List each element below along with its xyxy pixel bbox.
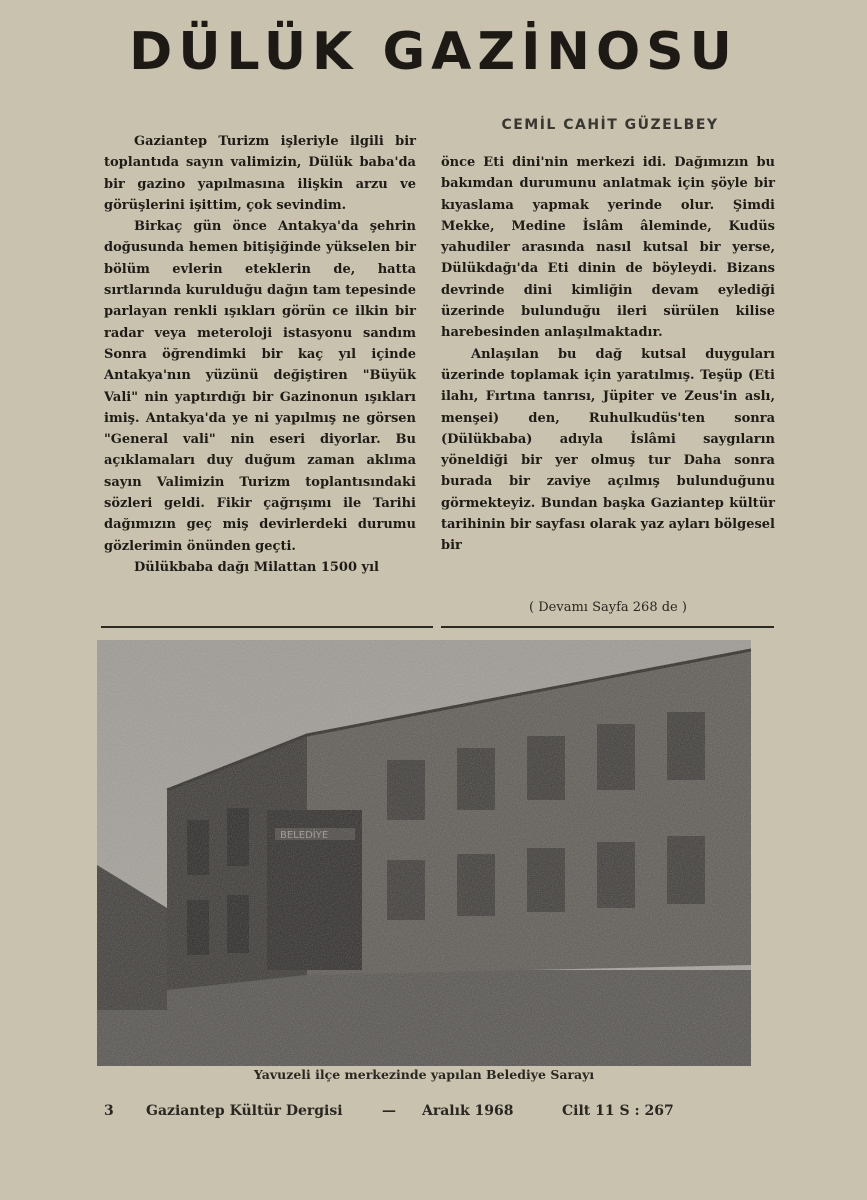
paragraph: önce Eti dini'nin merkezi idi. Dağımızın bu bakımdan durumunu anlatmak için şöyle bir kıyaslama yapmak yerinde olur. Şimdi Mekke, Medine İslâm âleminde, Kudüs yahudiler arasında nasıl kutsal bir yerse, Dülükdağı'da Eti dinin de böyleydi. Bizans devrinde dini kimliğin devam eylediği üzerinde bulunduğu ileri sürülen kilise harebesinden anlaşılmaktadır. (441, 155, 775, 341)
article-title: DÜLÜK GAZİNOSU (129, 22, 738, 82)
divider (441, 626, 774, 628)
divider (101, 626, 433, 628)
paragraph: Birkaç gün önce Antakya'da şehrin doğusunda hemen bitişiğinde yükselen bir bölüm evlerin eteklerin de, hatta sırtlarında kurulduğu dağın tam tepesinde parlayan renkli ışıkları görün ce ilkin bir radar veya meteroloji istasyonu sandım Sonra öğrendimki bir kaç yıl içinde Antakya'nın yüzünü değiştiren "Büyük Vali" nin yaptırdığı bir Gazinonun ışıkları imiş. Antakya'da ye ni yapılmış ne görsen "General vali" nin eseri diyorlar. Bu açıklamaları duy duğum zaman aklıma sayın Valimizin Turizm toplantısındaki sözleri geldi. Fikir çağrışımı ile Tarihi dağımızın geç miş devirlerdeki durumu gözlerimin önünden geçti. (104, 219, 416, 554)
page-number: 3 (104, 1103, 114, 1119)
paragraph: Dülükbaba dağı Milattan 1500 yıl (134, 559, 379, 575)
volume-number: Cilt 11 S : 267 (562, 1103, 674, 1119)
photo-caption: Yavuzeli ilçe merkezinde yapılan Belediye Sarayı (253, 1067, 595, 1082)
paragraph: Anlaşılan bu dağ kutsal duyguları üzerinde toplamak için yaratılmış. Teşüp (Eti ilahı, Fırtına tanrısı, Jüpiter ve Zeus'in aslı, menşei) den, Ruhulkudüs'ten sonra (Dülükbaba) adıyla İslâmi saygıların yöneldiği bir yer olmuş tur Daha sonra burada bir zaviye açılmış bulunduğunu görmekteyiz. Bundan başka Gaziantep kültür tarihinin bir sayfası olarak yaz ayları bölgesel bir (441, 346, 775, 554)
journal-name: Gaziantep Kültür Dergisi (146, 1103, 343, 1119)
author-name: CEMİL CAHİT GÜZELBEY (501, 117, 719, 133)
continued-note: ( Devamı Sayfa 268 de ) (529, 600, 687, 615)
issue-date: Aralık 1968 (422, 1103, 514, 1119)
footer-separator: — (382, 1103, 396, 1119)
paragraph: Gaziantep Turizm işleriyle ilgili bir toplantıda sayın valimizin, Dülük baba'da bir gazino yapılmasına ilişkin arzu ve görüşlerini işittim, çok sevindim. (104, 134, 416, 213)
left-column (104, 131, 416, 578)
photo-illustration (97, 640, 751, 1066)
right-column (441, 152, 775, 557)
building-photo (97, 640, 751, 1066)
